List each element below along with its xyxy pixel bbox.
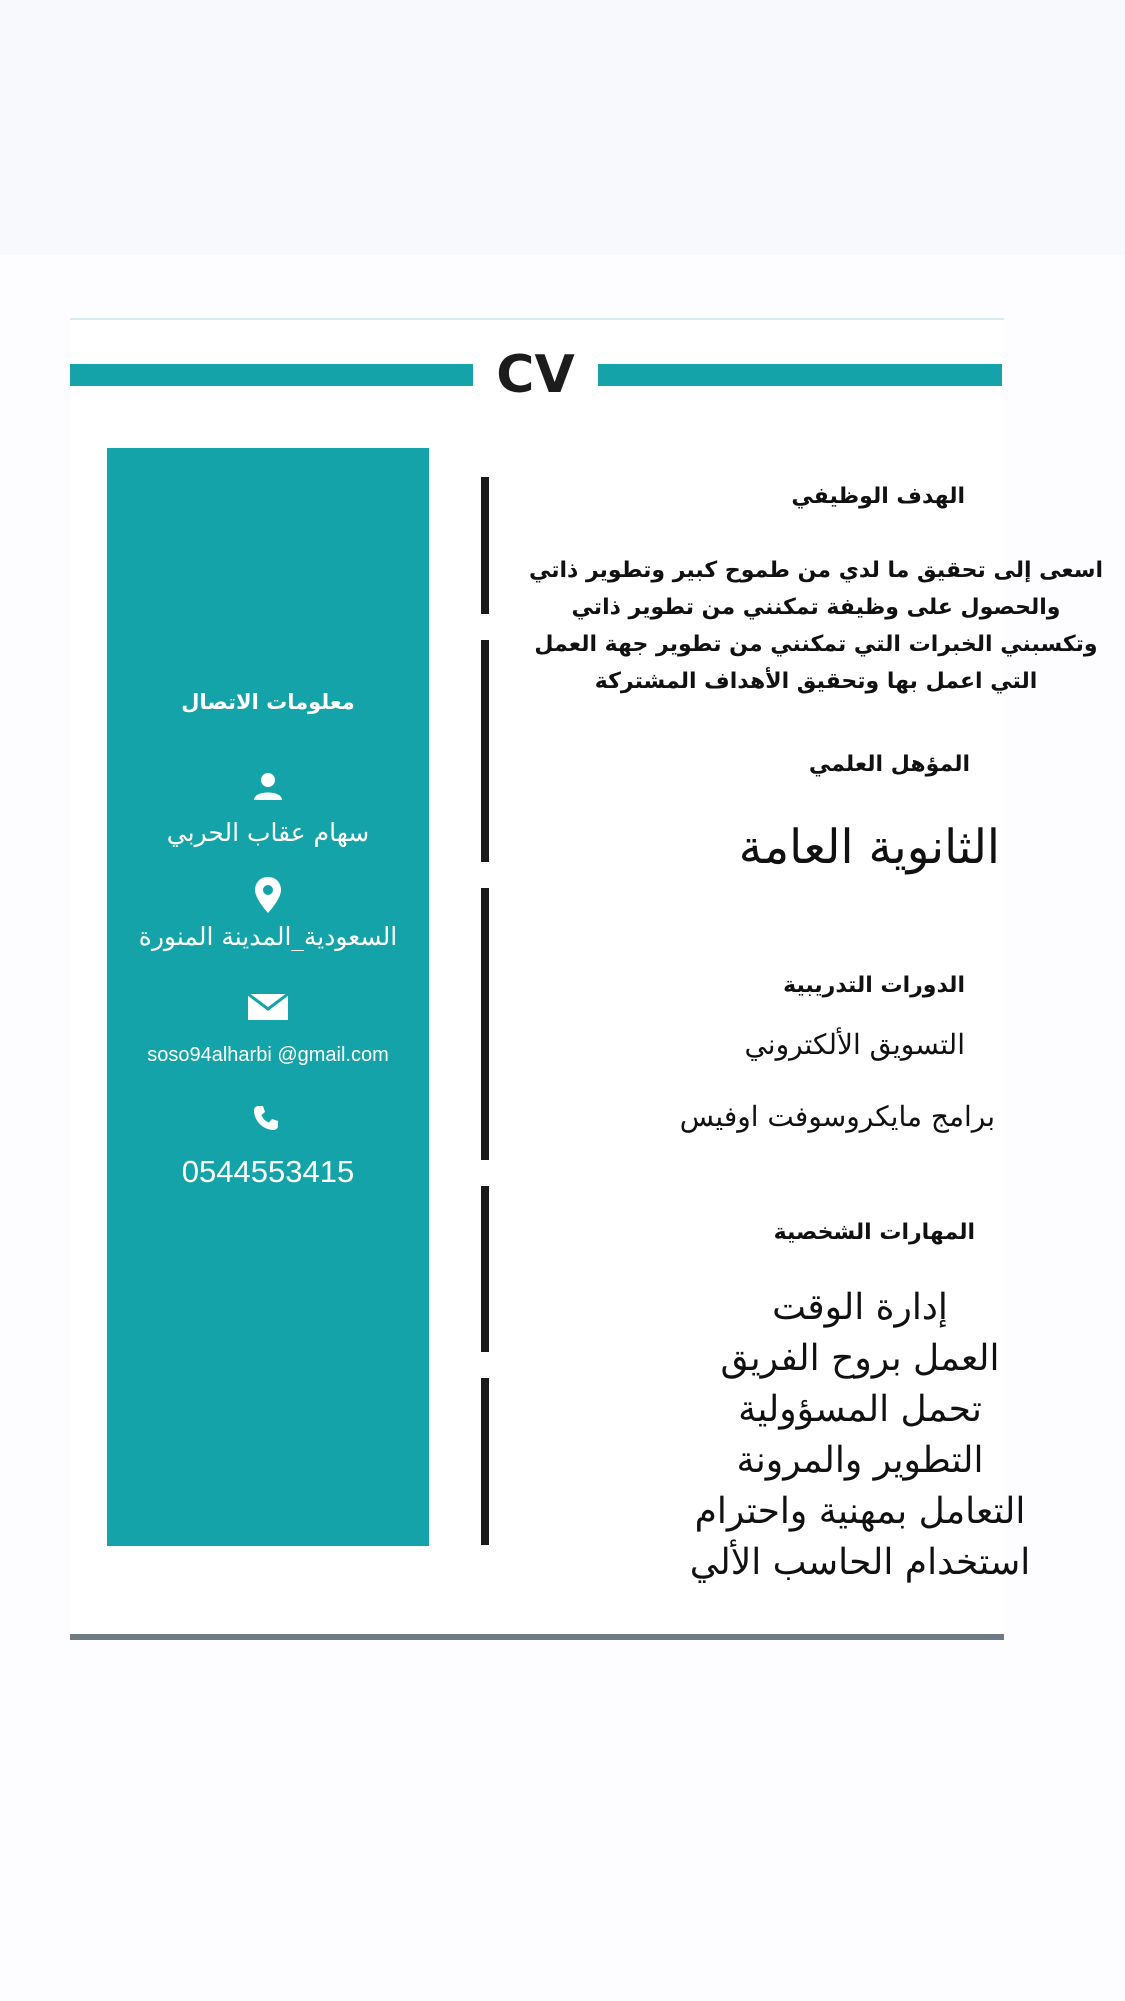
objective-line: وتكسبني الخبرات التي تمكنني من تطوير جهة العمل xyxy=(534,632,1098,657)
sheet-top-edge xyxy=(70,318,1004,320)
divider-4 xyxy=(481,1186,489,1352)
phone-icon xyxy=(252,1104,280,1132)
objective-line: اسعى إلى تحقيق ما لدي من طموح كبير وتطوير ذاتي xyxy=(528,558,1104,583)
objective-text xyxy=(520,552,1112,700)
courses-title: الدورات التدريبية xyxy=(783,973,965,998)
bottom-rule xyxy=(70,1634,1004,1640)
contact-name: سهام عقاب الحربي xyxy=(166,818,370,847)
course-item: برامج مايكروسوفت اوفيس xyxy=(679,1100,995,1133)
skills-list xyxy=(670,1282,1050,1588)
contact-email[interactable]: soso94alharbi @gmail.com xyxy=(147,1044,389,1066)
contact-sidebar xyxy=(107,448,429,1546)
qualification-title: المؤهل العلمي xyxy=(808,752,970,777)
header-bar-left xyxy=(70,364,473,386)
contact-location: السعودية_المدينة المنورة xyxy=(138,922,398,951)
objective-line: والحصول على وظيفة تمكنني من تطوير ذاتي xyxy=(571,595,1061,620)
skill-item: إدارة الوقت xyxy=(772,1287,948,1328)
skill-item: تحمل المسؤولية xyxy=(738,1389,982,1430)
person-icon xyxy=(252,770,284,802)
skill-item: العمل بروح الفريق xyxy=(720,1338,1000,1379)
location-pin-icon xyxy=(252,876,284,914)
divider-1 xyxy=(481,477,489,614)
divider-2 xyxy=(481,640,489,862)
cv-title: CV xyxy=(496,345,575,405)
qualification-value: الثانوية العامة xyxy=(738,820,1000,875)
skill-item: التطوير والمرونة xyxy=(736,1440,984,1481)
objective-line: التي اعمل بها وتحقيق الأهداف المشتركة xyxy=(594,669,1038,694)
envelope-icon xyxy=(248,994,288,1020)
top-background xyxy=(0,0,1125,255)
skill-item: التعامل بمهنية واحترام xyxy=(694,1491,1026,1532)
skills-title: المهارات الشخصية xyxy=(773,1220,975,1245)
contact-phone[interactable]: 0544553415 xyxy=(181,1154,355,1189)
header-bar-right xyxy=(598,364,1002,386)
contact-title: معلومات الاتصال xyxy=(181,690,355,714)
skill-item: استخدام الحاسب الألي xyxy=(689,1542,1031,1583)
divider-3 xyxy=(481,888,489,1160)
course-item: التسويق الألكتروني xyxy=(744,1028,965,1061)
objective-title: الهدف الوظيفي xyxy=(791,484,965,509)
divider-5 xyxy=(481,1378,489,1545)
